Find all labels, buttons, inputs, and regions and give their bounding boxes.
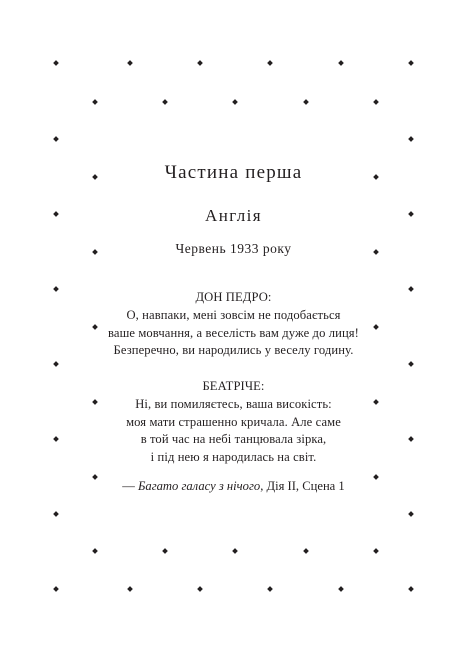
date-line: Червень 1933 року (175, 241, 292, 256)
decorative-dot (408, 586, 414, 592)
decorative-dot (232, 548, 238, 554)
attribution-work-title: Багато галасу з нічого (138, 479, 261, 493)
decorative-dot (408, 60, 414, 66)
decorative-dot (162, 548, 168, 554)
quote-line: в той час на небі танцювала зірка, (140, 432, 327, 447)
decorative-dot (303, 548, 309, 554)
decorative-dot (197, 586, 203, 592)
quote-line: ваше мовчання, а веселість вам дуже до лиця! (108, 325, 359, 340)
quote-line: Ні, ви помиляєтесь, ваша високість: (135, 396, 332, 411)
decorative-dot (127, 586, 133, 592)
quote-line: О, навпаки, мені зовсім не подобається (126, 307, 341, 322)
decorative-dot (408, 136, 414, 142)
epigraph (0, 289, 467, 467)
attribution-dash: — (122, 479, 138, 493)
epigraph-attribution (0, 479, 467, 494)
decorative-dot (408, 511, 414, 517)
decorative-dot (92, 548, 98, 554)
location-title: Англія (205, 206, 262, 225)
decorative-dot (303, 99, 309, 105)
decorative-dot (338, 60, 344, 66)
decorative-dot (53, 511, 59, 517)
quote-line: моя мати страшенно кричала. Але саме (126, 414, 341, 429)
decorative-dot (127, 60, 133, 66)
part-title: Частина перша (164, 162, 303, 183)
decorative-dot (162, 99, 168, 105)
decorative-dot (92, 99, 98, 105)
decorative-dot (197, 60, 203, 66)
quote-line: і під нею я народилась на світ. (150, 450, 317, 465)
stanza-gap (0, 360, 467, 378)
decorative-dot (338, 586, 344, 592)
attribution-place: , Дія II, Сцена 1 (260, 479, 345, 493)
speaker-name: БЕАТРІЧЕ: (202, 378, 265, 393)
decorative-dot (373, 99, 379, 105)
decorative-dot (53, 60, 59, 66)
quote-line: Безперечно, ви народились у веселу годину. (113, 343, 354, 358)
decorative-dot (53, 136, 59, 142)
decorative-dot (232, 99, 238, 105)
decorative-dot (373, 548, 379, 554)
speaker-name: ДОН ПЕДРО: (195, 290, 272, 304)
decorative-dot (267, 60, 273, 66)
decorative-dot (53, 586, 59, 592)
decorative-dot (267, 586, 273, 592)
